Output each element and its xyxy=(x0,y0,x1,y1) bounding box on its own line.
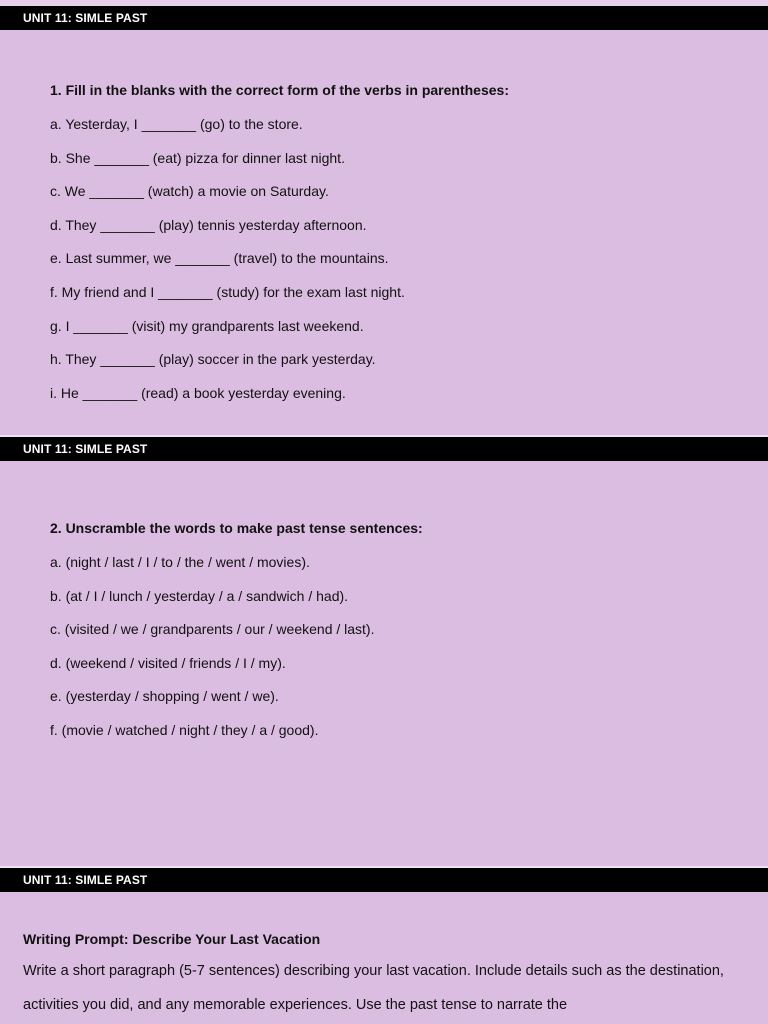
exercise-1-section xyxy=(50,80,750,416)
exercise-1-item: a. Yesterday, I _______ (go) to the store. xyxy=(50,116,303,132)
exercise-2-item: f. (movie / watched / night / they / a / good). xyxy=(50,721,319,738)
exercise-1-item: b. She _______ (eat) pizza for dinner last night. xyxy=(50,149,345,166)
exercise-2-item: b. (at / I / lunch / yesterday / a / sandwich / had). xyxy=(50,587,349,604)
exercise-1-item: e. Last summer, we _______ (travel) to the mountains. xyxy=(50,250,389,267)
exercise-1-item: i. He _______ (read) a book yesterday evening. xyxy=(50,384,346,401)
writing-prompt-heading: Writing Prompt: Describe Your Last Vacation xyxy=(23,931,321,947)
unit-header-label: UNIT 11: SIMLE PAST xyxy=(23,442,148,456)
exercise-2-item: a. (night / last / I / to / the / went / movies). xyxy=(50,554,310,570)
writing-prompt-section xyxy=(23,928,743,1022)
unit-header-bar-2 xyxy=(0,437,768,461)
exercise-1-item: d. They _______ (play) tennis yesterday afternoon. xyxy=(50,216,367,233)
exercise-1-item: c. We _______ (watch) a movie on Saturday. xyxy=(50,183,329,200)
exercise-1-item: g. I _______ (visit) my grandparents last weekend. xyxy=(50,317,364,334)
exercise-2-item: c. (visited / we / grandparents / our / weekend / last). xyxy=(50,621,375,638)
exercise-2-section xyxy=(50,518,750,754)
exercise-2-list xyxy=(50,552,750,754)
unit-header-label: UNIT 11: SIMLE PAST xyxy=(23,11,148,25)
exercise-2-item: e. (yesterday / shopping / went / we). xyxy=(50,688,279,705)
unit-header-bar-1 xyxy=(0,6,768,30)
exercise-2-heading: 2. Unscramble the words to make past tense sentences: xyxy=(50,520,423,536)
writing-prompt-text: Write a short paragraph (5-7 sentences) describing your last vacation. Include details such as the destination, activities you did, and any memorable experiences. Use the past tense to narrate the xyxy=(23,963,724,1013)
exercise-2-item: d. (weekend / visited / friends / I / my). xyxy=(50,654,286,671)
exercise-1-list xyxy=(50,114,750,416)
exercise-1-item: h. They _______ (play) soccer in the park yesterday. xyxy=(50,351,376,368)
exercise-1-item: f. My friend and I _______ (study) for the exam last night. xyxy=(50,283,405,300)
exercise-1-heading: 1. Fill in the blanks with the correct form of the verbs in parentheses: xyxy=(50,82,509,98)
unit-header-bar-3 xyxy=(0,868,768,892)
unit-header-label: UNIT 11: SIMLE PAST xyxy=(23,873,148,887)
